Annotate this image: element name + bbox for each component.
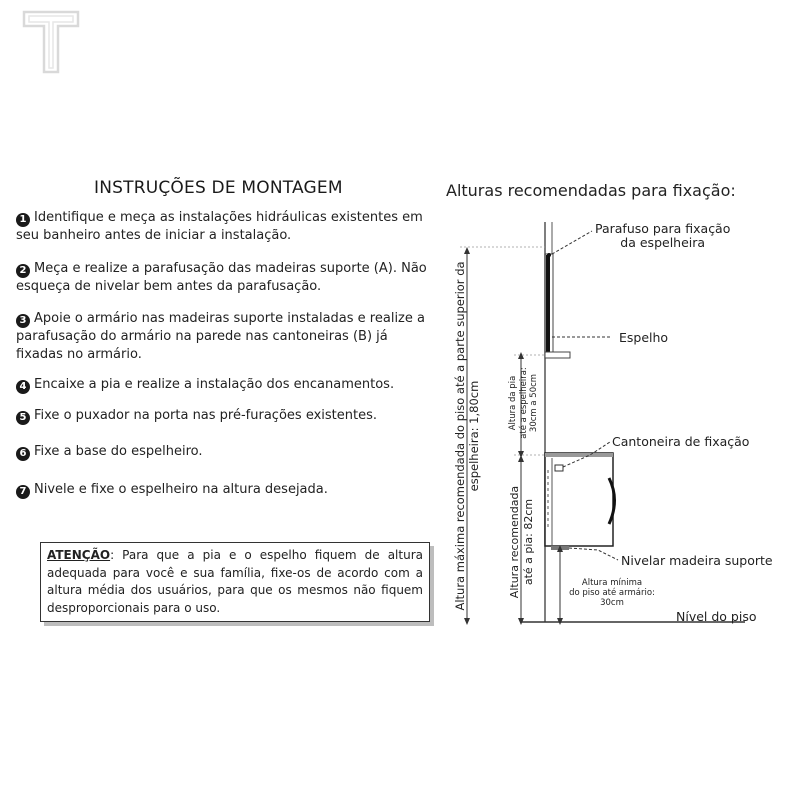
step-number-7: 7 — [16, 485, 30, 499]
instructions-title: INSTRUÇÕES DE MONTAGEM — [94, 178, 343, 198]
step-text-1: Identifique e meça as instalações hidráulicas existentes em seu banheiro antes de iniciar a instalação. — [16, 210, 423, 243]
floor-level-label: Nível do piso — [676, 609, 757, 624]
step-number-4: 4 — [16, 380, 30, 394]
step-number-3: 3 — [16, 314, 30, 328]
sink-mirror-label — [508, 359, 540, 447]
step-number-2: 2 — [16, 264, 30, 278]
sink-mirror-line1: Altura da pia — [508, 375, 518, 431]
sink-height-line2: até a pia: 82cm — [522, 498, 535, 586]
step-text-4: Encaixe a pia e realize a instalação dos encanamentos. — [34, 377, 395, 392]
sink-height-label — [508, 459, 536, 625]
min-height-line3: 30cm — [600, 598, 624, 608]
min-height-label — [562, 578, 662, 608]
screw-icon — [547, 253, 551, 257]
step-text-6: Fixe a base do espelheiro. — [34, 444, 203, 459]
min-height-line1: Altura mínima — [581, 578, 643, 588]
step-text-2: Meça e realize a parafusação das madeiras suporte (A). Não esqueça de nivelar bem antes da parafusação. — [16, 261, 427, 294]
mirror-base-shelf — [545, 352, 570, 358]
diagram-title: Alturas recomendadas para fixação: — [446, 181, 736, 200]
step-text-7: Nivele e fixe o espelheiro na altura desejada. — [34, 482, 328, 497]
bracket-label: Cantoneira de fixação — [612, 434, 750, 449]
max-height-line1: Altura máxima recomendada do piso até a parte superior da — [453, 261, 467, 611]
attention-text: : Para que a pia e o espelho fiquem de altura adequada para você e sua família, fixe-os de acordo com a altura média dos usuários, para que os mesmos não fiquem desproporcionais para o uso. — [47, 548, 423, 615]
screw-label-line2: da espelheira — [620, 235, 706, 250]
sink-height-line1: Altura recomendada — [508, 485, 521, 599]
step-text-5: Fixe o puxador na porta nas pré-furações existentes. — [34, 408, 377, 423]
min-height-line2: do piso até armário: — [569, 588, 655, 598]
max-height-line2: espelheira: 1,80cm — [467, 380, 481, 492]
sink-mirror-line2: até a espelheira: — [518, 367, 529, 439]
bracket-icon — [555, 465, 563, 471]
step-text-3: Apoie o armário nas madeiras suporte instaladas e realize a parafusação do armário na parede nas cantoneiras (B) já fixadas no armário. — [16, 311, 425, 362]
step-number-1: 1 — [16, 213, 30, 227]
level-support-label: Nivelar madeira suporte — [621, 553, 773, 568]
screw-label-line1: Parafuso para fixação — [595, 221, 731, 236]
screw-leader — [552, 231, 592, 254]
screw-label — [595, 221, 730, 250]
mirror-label: Espelho — [619, 330, 669, 345]
max-height-label — [453, 247, 481, 625]
sink-mirror-line3: 30cm a 50cm — [529, 373, 539, 433]
support-leader — [569, 548, 618, 560]
attention-label: ATENÇÃO — [47, 548, 111, 562]
sink-top — [545, 453, 613, 457]
step-number-6: 6 — [16, 447, 30, 461]
step-number-5: 5 — [16, 411, 30, 425]
